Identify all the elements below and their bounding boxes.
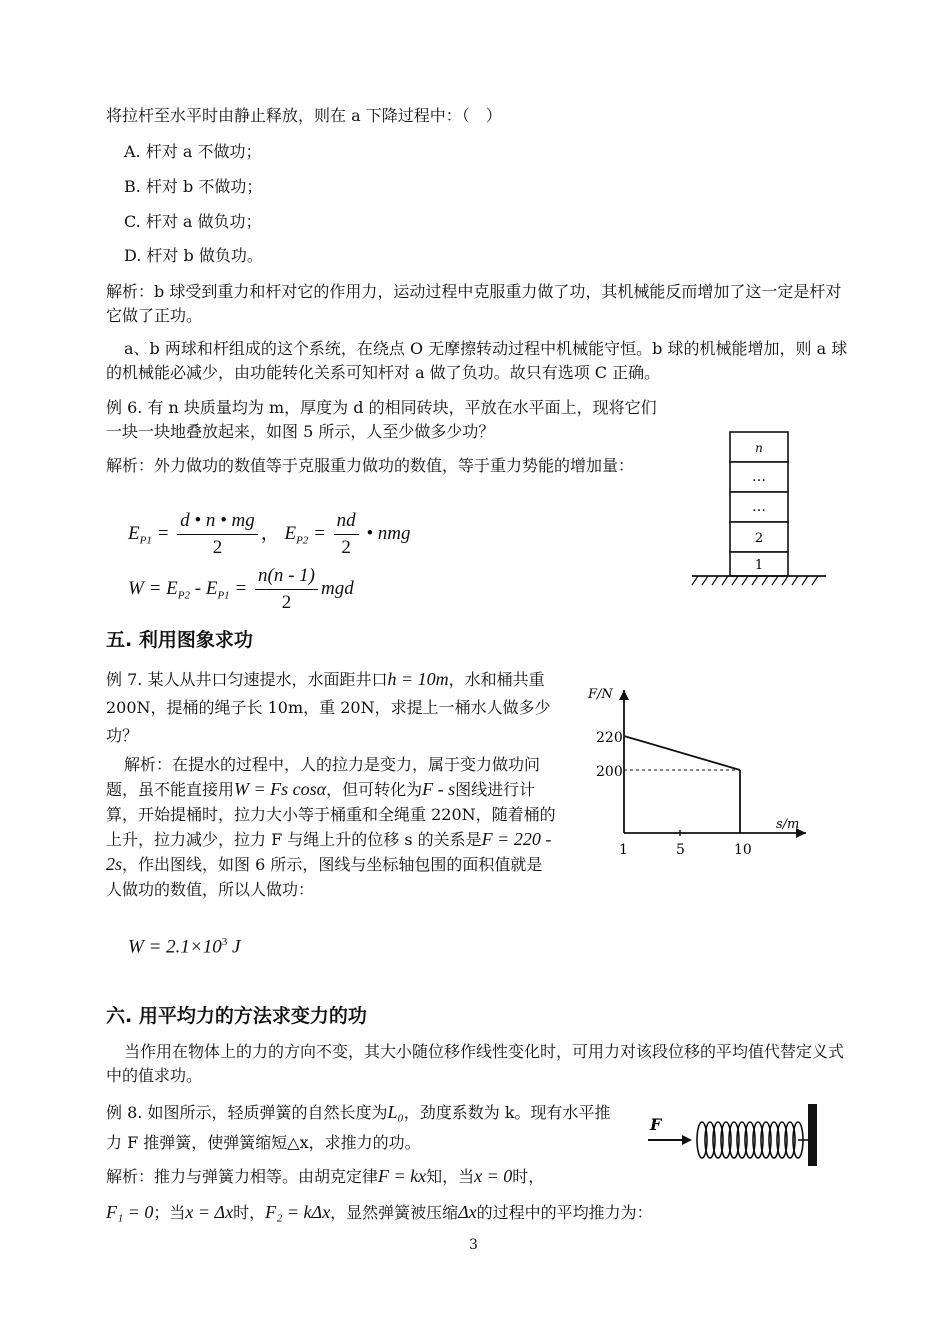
option-c: C. 杆对 a 做负功； — [124, 212, 262, 231]
y-axis-label: F/N — [588, 687, 613, 702]
option-b: B. 杆对 b 不做功； — [124, 177, 263, 196]
y-tick-220: 220 — [596, 730, 623, 746]
ex7-stem: 例 7. 某人从井口匀速提水，水面距井口h = 10m，水和桶共重 200N，提桶的绳子长 10m，重 20N，求提上一桶水人做多少功？ — [106, 669, 551, 745]
q5-stem: 将拉杆至水平时由静止释放，则在 a 下降过程中：（ ） — [106, 106, 502, 125]
ex7-analysis: 解析：在提水的过程中，人的拉力是变力，属于变力做功问题，虽不能直接用W = Fs cosα，但可转化为F - s图线进行计算，开始提桶时，拉力大小等于桶重和全绳重 220N，随着桶的上升，拉力减少，拉力 F 与绳上升的位移 s 的关系是F = 220 - 2s，作出图线，如图 6 所示，图线与坐标轴包围的面积值就是人做功的数值，所以人做功： — [106, 755, 556, 899]
q5-analysis-1: 解析：b 球受到重力和杆对它的作用力，运动过程中克服重力做了功，其机械能反而增加了这一定是杆对它做了正功。 — [106, 282, 842, 325]
formula-work-result: $W = 2.1\times 10^3$ J — [128, 936, 241, 958]
ex8-analysis-line1: 解析：推力与弹簧力相等。由胡克定律F = kx知，当x = 0时， — [106, 1166, 545, 1186]
ex6-analysis: 解析：外力做功的数值等于克服重力做功的数值，等于重力势能的增加量： — [106, 456, 635, 475]
x-tick-1: 1 — [619, 842, 628, 858]
wall — [808, 1104, 817, 1166]
force-arrow-head — [682, 1135, 692, 1145]
brick-label-dots-2: … — [752, 499, 766, 515]
formula-ep1-ep2: $E_{P1}$ = $\frac{d • n • mg}{2}$ ， $E_{P2}$ = $\frac{nd}{2}$ • nmg — [128, 510, 411, 558]
spring-figure — [630, 1100, 830, 1170]
y-axis-arrow — [619, 690, 629, 700]
q5-analysis-2: a、b 两球和杆组成的这个系统，在绕点 O 无摩擦转动过程中机械能守恒。b 球的机械能增加，则 a 球的机械能必减少，由功能转化关系可知杆对 a 做了负功。故只有选项 C 正确。 — [106, 339, 848, 382]
ground-hatch — [692, 576, 818, 585]
section-5-title: 五. 利用图象求功 — [106, 629, 253, 651]
ex8-analysis-line2: F₁ = 0；当x = Δx时，F₂ = kΔx，显然弹簧被压缩Δx的过程中的平均推力为： — [106, 1202, 653, 1222]
x-tick-5: 5 — [676, 842, 685, 858]
brick-label-dots-1: … — [752, 469, 766, 485]
page-number: 3 — [469, 1237, 478, 1253]
brick-label-n: n — [755, 441, 763, 455]
ex8-stem: 例 8. 如图所示，轻质弹簧的自然长度为L₀，劲度系数为 k。现有水平推力 F 推弹簧，使弹簧缩短△x，求推力的功。 — [106, 1102, 611, 1152]
option-a: A. 杆对 a 不做功； — [124, 142, 262, 161]
x-axis-label: s/m — [776, 817, 800, 832]
force-line — [624, 736, 740, 770]
brick-stack-figure — [690, 428, 830, 593]
ex6-stem: 例 6. 有 n 块质量均为 m，厚度为 d 的相同砖块，平放在水平面上，现将它们一块一块地叠放起来，如图 5 所示，人至少做多少功？ — [106, 398, 657, 441]
section-6-intro: 当作用在物体上的力的方向不变，其大小随位移作线性变化时，可用力对该段位移的平均值代替定义式中的值求功。 — [106, 1042, 845, 1085]
brick-label-2: 2 — [754, 531, 764, 546]
section-6-title: 六. 用平均力的方法求变力的功 — [106, 1005, 367, 1027]
spring-coils — [697, 1122, 803, 1158]
option-d: D. 杆对 b 做负功。 — [124, 246, 263, 265]
force-label: F — [650, 1115, 662, 1134]
formula-work-w: $W = E_{P2} - E_{P1}$ = $\frac{n(n - 1)}{2}$ mgd — [128, 565, 354, 613]
force-displacement-chart — [580, 680, 820, 860]
y-tick-200: 200 — [596, 764, 623, 780]
x-tick-10: 10 — [734, 842, 752, 858]
brick-label-1: 1 — [754, 558, 764, 573]
